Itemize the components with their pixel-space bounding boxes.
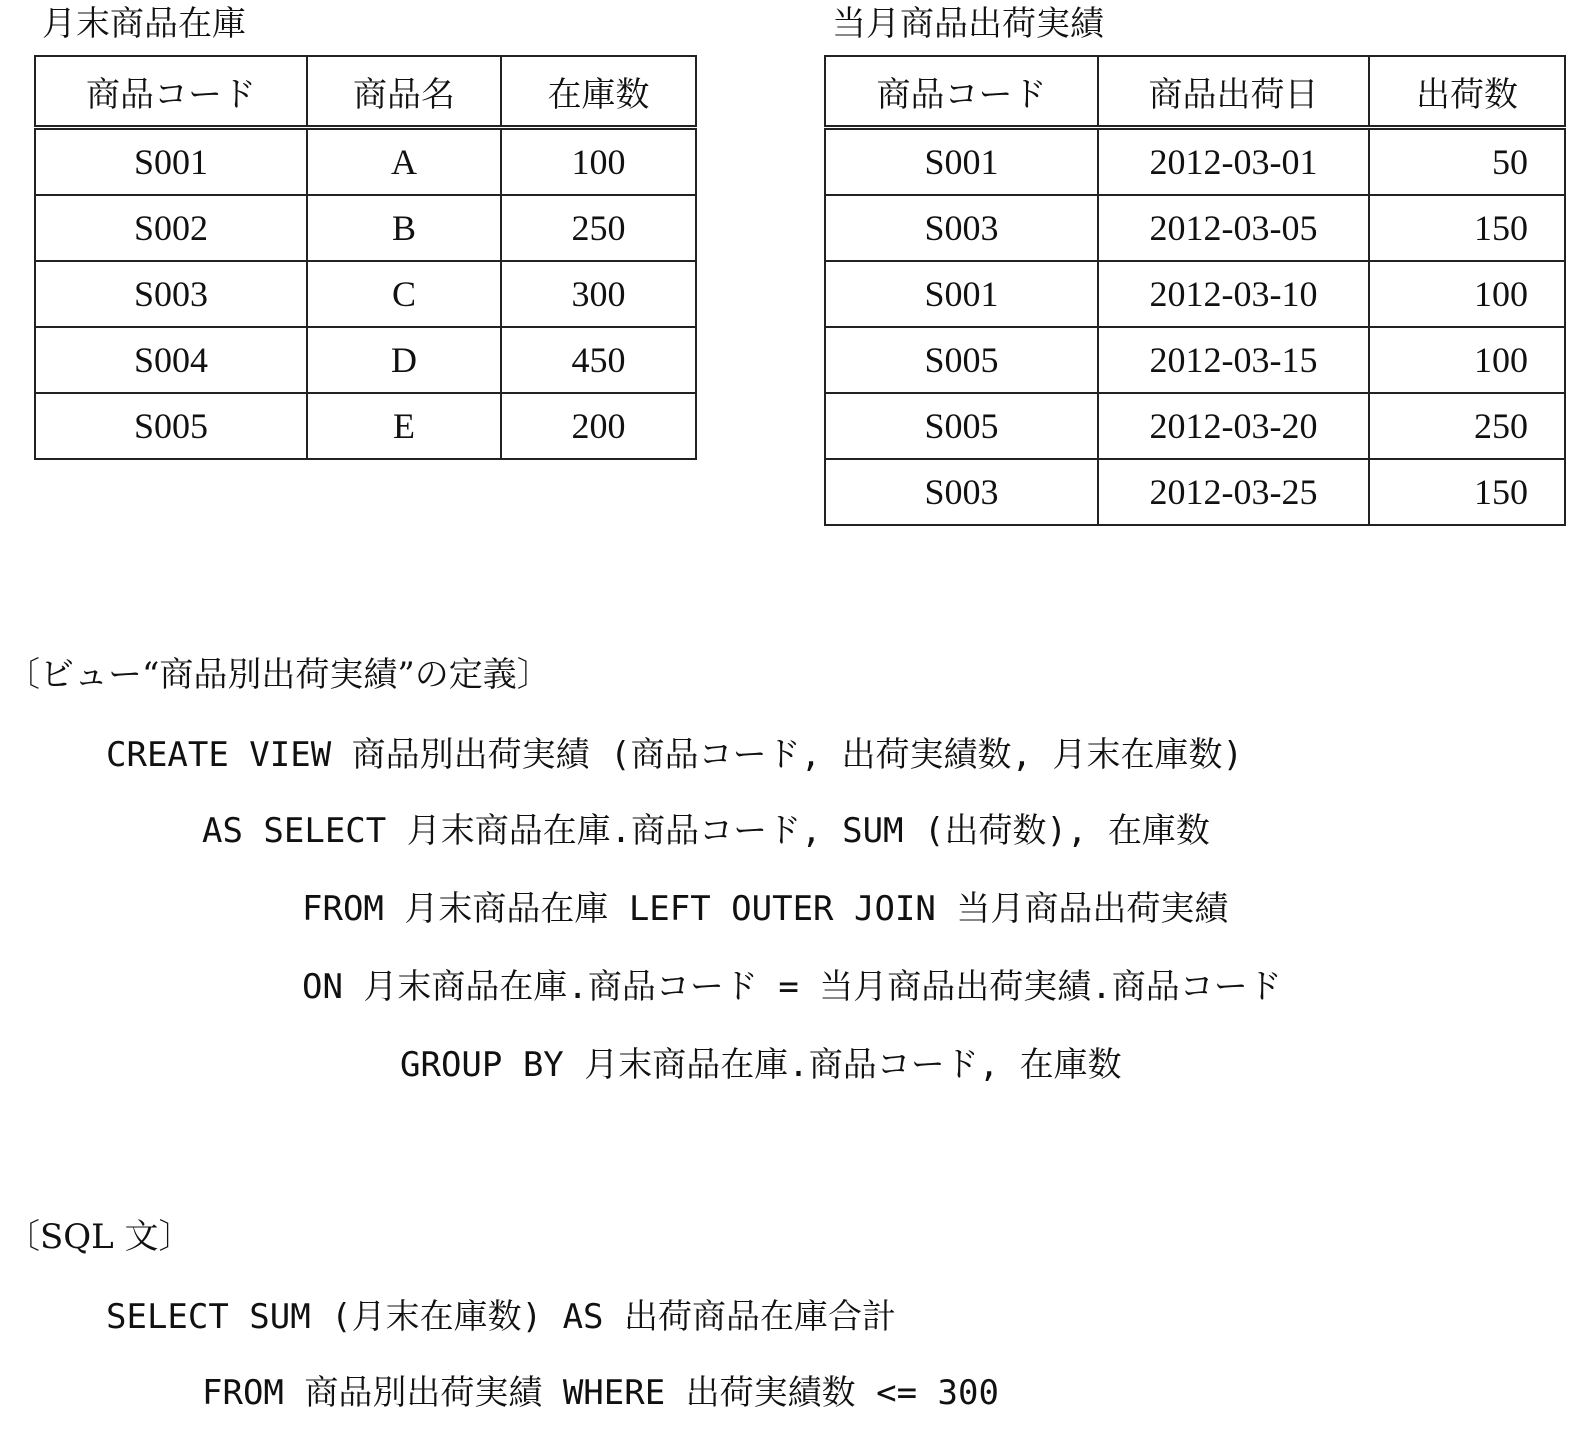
table-cell: 250 <box>501 195 696 261</box>
table1-header-cell: 商品コード <box>35 56 307 128</box>
table-row <box>35 261 696 327</box>
table-cell: S003 <box>825 195 1098 261</box>
table-cell: S005 <box>35 393 307 459</box>
table1-month-end-inventory <box>34 55 697 460</box>
view-line-group-by: GROUP BY 月末商品在庫.商品コード, 在庫数 <box>400 1045 1122 1085</box>
sql-line-from: FROM 商品別出荷実績 WHERE 出荷実績数 <= 300 <box>202 1373 999 1413</box>
table-cell: 100 <box>1369 327 1565 393</box>
view-line-select: AS SELECT 月末商品在庫.商品コード, SUM (出荷数), 在庫数 <box>202 811 1210 851</box>
sql-line-select: SELECT SUM (月末在庫数) AS 出荷商品在庫合計 <box>106 1297 896 1337</box>
sql-statement-label: 〔SQL 文〕 <box>6 1217 193 1257</box>
table-cell: S005 <box>825 393 1098 459</box>
table-cell: 100 <box>1369 261 1565 327</box>
table-cell: C <box>307 261 501 327</box>
table-cell: 2012-03-10 <box>1098 261 1369 327</box>
table2-header-cell: 商品出荷日 <box>1098 56 1369 128</box>
table-cell: S001 <box>35 128 307 196</box>
table-cell: 150 <box>1369 195 1565 261</box>
table2-header-row <box>825 56 1565 128</box>
table-cell: S002 <box>35 195 307 261</box>
table-cell: 100 <box>501 128 696 196</box>
table1-header-row <box>35 56 696 128</box>
table-cell: S004 <box>35 327 307 393</box>
table-row <box>825 459 1565 525</box>
view-definition-label: 〔ビュー“商品別出荷実績”の定義〕 <box>6 655 551 695</box>
table-cell: S005 <box>825 327 1098 393</box>
table1-title: 月末商品在庫 <box>42 4 246 44</box>
table-row <box>825 393 1565 459</box>
table2-header-cell: 商品コード <box>825 56 1098 128</box>
table-cell: 450 <box>501 327 696 393</box>
table2-title: 当月商品出荷実績 <box>832 4 1104 44</box>
table-cell: E <box>307 393 501 459</box>
table-row <box>35 393 696 459</box>
table2-header-cell: 出荷数 <box>1369 56 1565 128</box>
table-cell: S001 <box>825 128 1098 196</box>
table-cell: 2012-03-01 <box>1098 128 1369 196</box>
table-row <box>825 128 1565 196</box>
table-cell: 2012-03-25 <box>1098 459 1369 525</box>
table-row <box>35 128 696 196</box>
view-line-from: FROM 月末商品在庫 LEFT OUTER JOIN 当月商品出荷実績 <box>302 889 1229 929</box>
view-line-on: ON 月末商品在庫.商品コード = 当月商品出荷実績.商品コード <box>302 967 1282 1007</box>
table-cell: 150 <box>1369 459 1565 525</box>
table-cell: 300 <box>501 261 696 327</box>
table1-header-cell: 商品名 <box>307 56 501 128</box>
table-cell: 200 <box>501 393 696 459</box>
table-cell: B <box>307 195 501 261</box>
table-cell: S003 <box>825 459 1098 525</box>
table-cell: S003 <box>35 261 307 327</box>
table-row <box>35 195 696 261</box>
table-cell: 2012-03-20 <box>1098 393 1369 459</box>
table-cell: S001 <box>825 261 1098 327</box>
table-cell: D <box>307 327 501 393</box>
table-row <box>35 327 696 393</box>
table-row <box>825 195 1565 261</box>
table1-header-cell: 在庫数 <box>501 56 696 128</box>
table2-monthly-shipments <box>824 55 1566 526</box>
table-cell: 50 <box>1369 128 1565 196</box>
view-line-create: CREATE VIEW 商品別出荷実績 (商品コード, 出荷実績数, 月末在庫数) <box>106 735 1243 775</box>
table-cell: A <box>307 128 501 196</box>
table-cell: 2012-03-05 <box>1098 195 1369 261</box>
table-row <box>825 327 1565 393</box>
table-row <box>825 261 1565 327</box>
table-cell: 2012-03-15 <box>1098 327 1369 393</box>
table-cell: 250 <box>1369 393 1565 459</box>
